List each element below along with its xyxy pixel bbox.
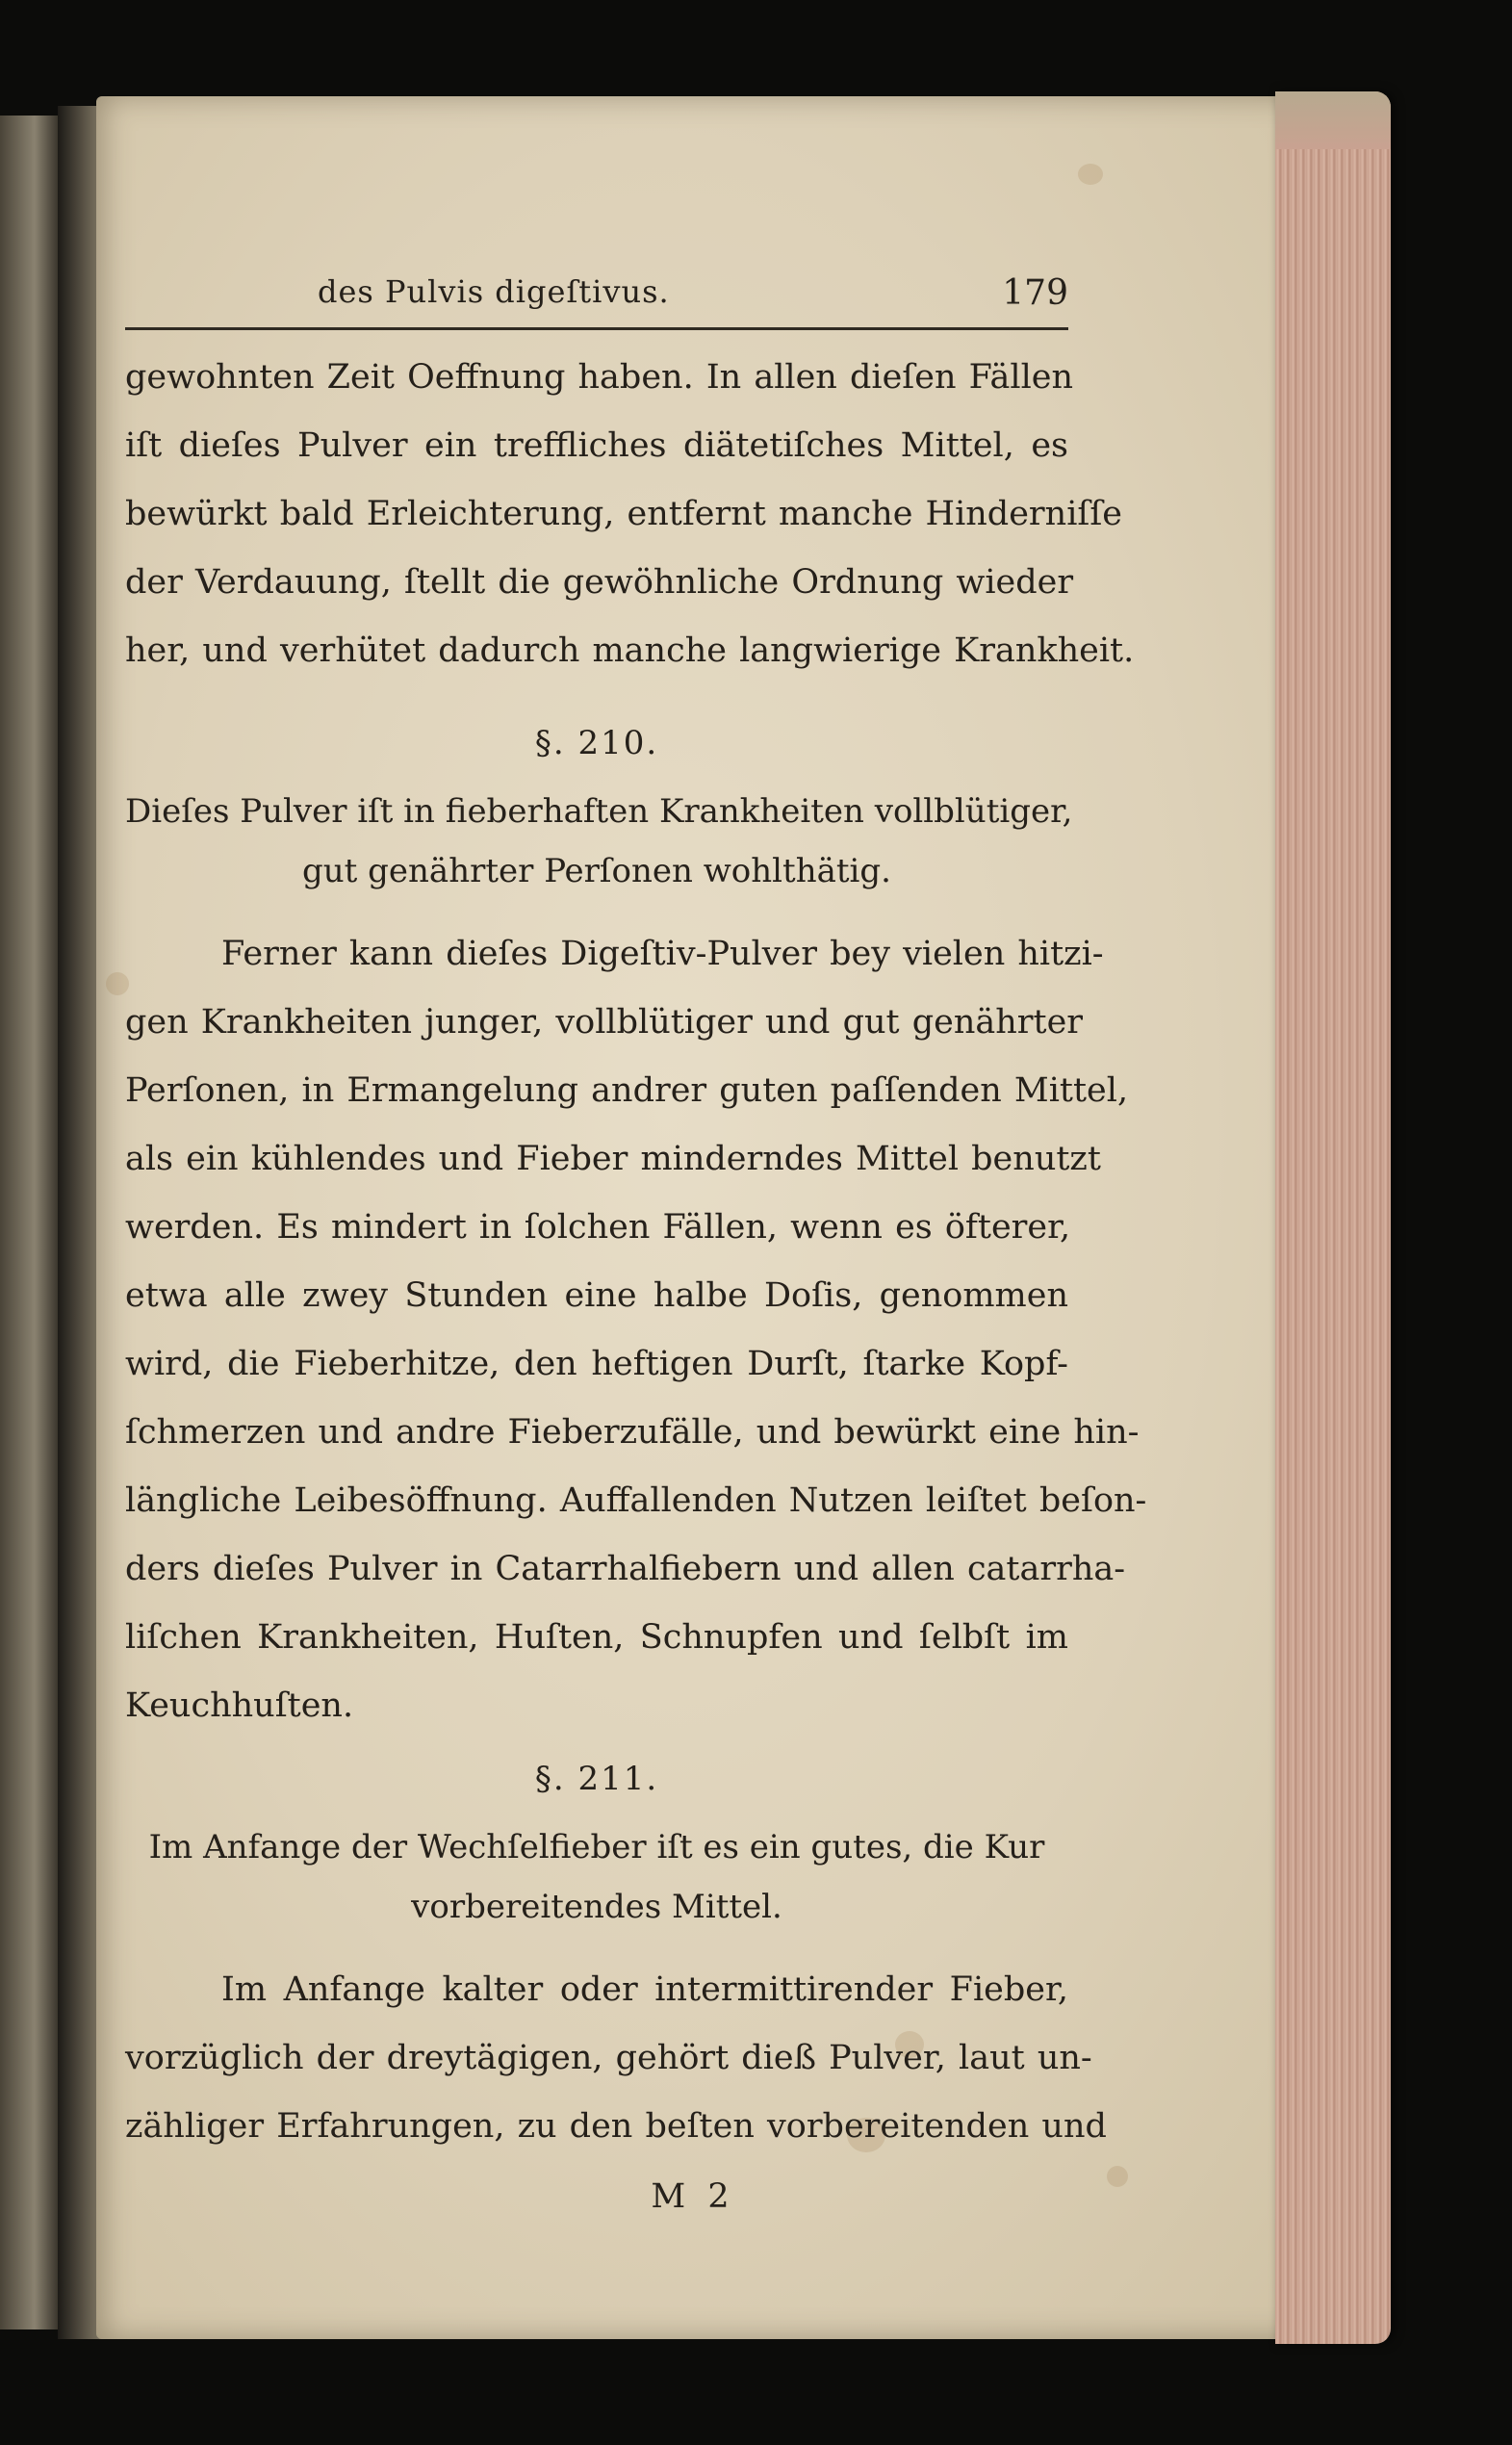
section-211-number: §. 211. [534, 1760, 659, 1798]
page-text [125, 270, 1147, 2232]
running-head: des Pulvis digeſtivus. [318, 273, 670, 310]
section-210-body [125, 920, 1147, 1740]
text-line: zähliger Erfahrungen, zu den beſten vorbereitenden und [125, 2107, 1107, 2146]
text-line: iſt dieſes Pulver ein treffliches diätetiſches Mittel, es [125, 426, 1068, 465]
text-line: etwa alle zwey Stunden eine halbe Doſis, genommen [125, 1276, 1068, 1315]
section-211-heading [125, 1817, 1068, 1937]
foxing-spot [1078, 164, 1103, 185]
heading-line: vorbereitendes Mittel. [411, 1888, 782, 1926]
text-line: Perſonen, in Ermangelung andrer guten paſſenden Mittel, [125, 1071, 1129, 1110]
text-line: Im Anfange kalter oder intermittirender Fieber, [221, 1970, 1068, 2009]
text-line: als ein kühlendes und Fieber minderndes Mittel benutzt [125, 1140, 1101, 1178]
page-fore-edge-top [1275, 91, 1391, 149]
text-line: ſchmerzen und andre Fieberzufälle, und bewürkt eine hin- [125, 1413, 1140, 1452]
text-line: liſchen Krankheiten, Huſten, Schnupfen und ſelbſt im [125, 1618, 1068, 1657]
text-line: bewürkt bald Erleichterung, entfernt manche Hinderniſſe [125, 495, 1123, 533]
text-line: Ferner kann dieſes Digeſtiv-Pulver bey vielen hitzi- [221, 935, 1104, 973]
heading-line: gut genährter Perſonen wohlthätig. [302, 852, 891, 890]
text-line: wird, die Fieberhitze, den heftigen Durſt, ſtarke Kopf- [125, 1345, 1068, 1383]
text-line: vorzüglich der dreytägigen, gehört dieß Pulver, laut un- [125, 2039, 1092, 2077]
text-line: gen Krankheiten junger, vollblütiger und gut genährter [125, 1003, 1084, 1042]
facing-page-edge [0, 116, 58, 2329]
page-header [125, 270, 1068, 330]
section-210-heading [125, 782, 1073, 901]
text-line: längliche Leibesöffnung. Auffallenden Nutzen leiſtet beſon- [125, 1481, 1147, 1520]
page-fore-edge [1275, 91, 1391, 2344]
text-line: her, und verhütet dadurch manche langwierige Krankheit. [125, 631, 1135, 670]
text-line: der Verdauung, ſtellt die gewöhnliche Ordnung wieder [125, 563, 1074, 602]
signature-mark: M 2 [651, 2177, 735, 2216]
intro-paragraph [125, 344, 1135, 685]
heading-line: Im Anfange der Wechſelfieber iſt es ein gutes, die Kur [148, 1828, 1045, 1866]
text-line: gewohnten Zeit Oeffnung haben. In allen dieſen Fällen [125, 358, 1074, 397]
page-number: 179 [1002, 273, 1068, 313]
text-line: werden. Es mindert in ſolchen Fällen, wenn es öfterer, [125, 1208, 1071, 1247]
foxing-spot [1107, 2166, 1128, 2187]
heading-line: Dieſes Pulver iſt in fieberhaften Krankheiten vollblütiger, [125, 792, 1073, 831]
text-line: ders dieſes Pulver in Catarrhalfiebern und allen catarrha- [125, 1550, 1126, 1588]
section-210-number: §. 210. [534, 724, 659, 762]
text-line: Keuchhuſten. [125, 1686, 354, 1725]
section-211-body [125, 1956, 1107, 2161]
